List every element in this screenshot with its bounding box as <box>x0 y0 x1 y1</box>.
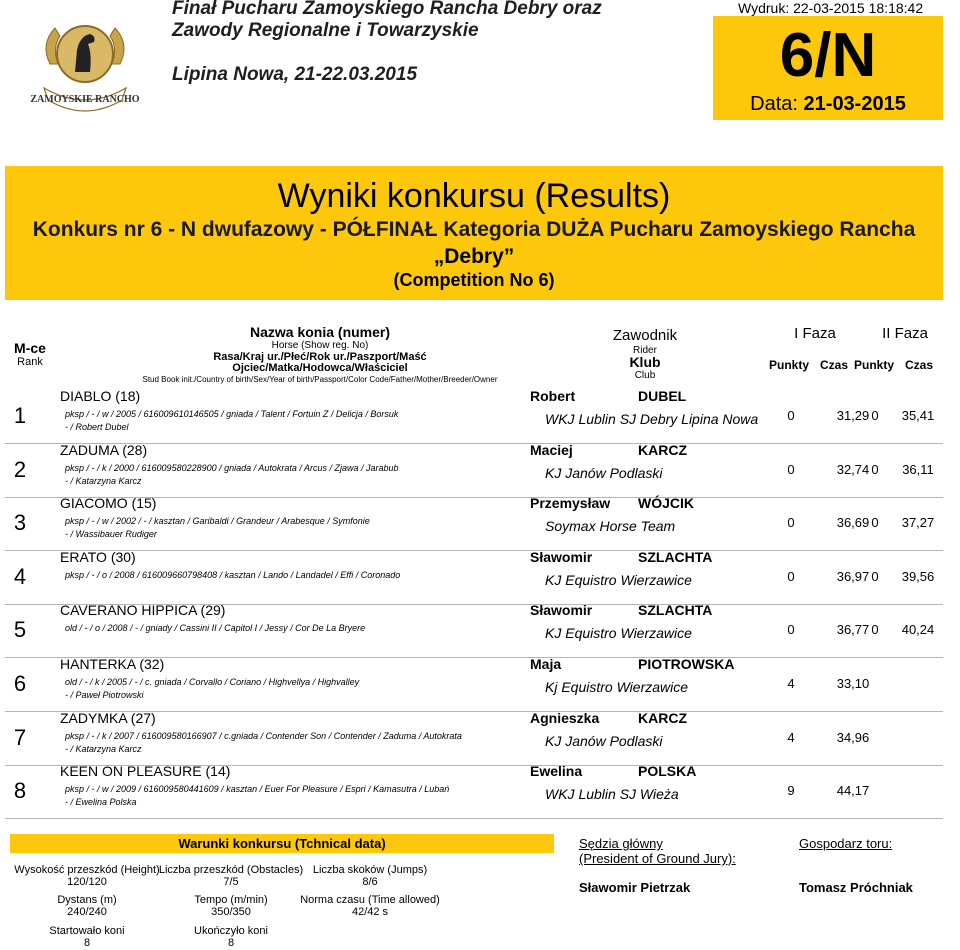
judge-label: Sędzia główny <box>579 836 663 851</box>
phase2-time: 35,41 <box>901 408 935 423</box>
phase2-time: 39,56 <box>901 569 935 584</box>
phase2-time: 36,11 <box>902 462 934 477</box>
horse-owner: - / Ewelina Polska <box>65 797 137 807</box>
rider-last-name: PIOTROWSKA <box>638 656 735 672</box>
phase2-points: 0 <box>871 622 879 637</box>
horse-details <box>65 783 449 809</box>
horse-name: ZADUMA (28) <box>60 442 148 458</box>
phase1-time: 32,74 <box>836 462 870 477</box>
rider-first-name: Sławomir <box>530 549 593 565</box>
phase2-points: 0 <box>871 462 879 477</box>
phase1-points: 0 <box>787 515 795 530</box>
horse-info: pksp / - / w / 2002 / - / kasztan / Garibaldi / Grandeur / Arabesque / Symfonie <box>65 516 370 526</box>
rider-last-name: POLSKA <box>638 763 697 779</box>
rider-first-name: Sławomir <box>530 602 593 618</box>
table-row <box>5 764 943 819</box>
horse-info: pksp / - / k / 2000 / 616009580228900 / gniada / Autokrata / Arcus / Zjawa / Jarabub <box>65 463 399 473</box>
horse-info: pksp / - / w / 2005 / 616009610146505 / gniada / Talent / Fortuin Z / Delicja / Borsuk <box>65 409 399 419</box>
horse-owner: - / Robert Dubel <box>65 422 129 432</box>
rank-cell: 1 <box>13 403 27 428</box>
phase1-time: 44,17 <box>836 783 870 798</box>
rider-first-name: Robert <box>530 388 576 404</box>
header-rider-en: Rider <box>633 345 657 356</box>
rank-cell: 8 <box>13 778 27 803</box>
horse-details <box>65 622 365 635</box>
table-row <box>5 496 943 551</box>
rider-last-name: KARCZ <box>638 442 687 458</box>
tech-distance-label: Dystans (m) <box>57 894 117 906</box>
event-name-line1: Finał Pucharu Zamoyskiego Rancha Debry oraz <box>172 0 602 19</box>
club-name: KJ Equistro Wierzawice <box>545 572 692 588</box>
table-row <box>5 550 943 605</box>
header-horse-pl: Nazwa konia (numer) <box>249 324 391 340</box>
header-horse-info-pl: Rasa/Kraj ur./Płeć/Rok ur./Paszport/Maść <box>213 351 427 363</box>
rider-last-name: SZLACHTA <box>638 602 713 618</box>
phase2-time: 37,27 <box>901 515 935 530</box>
phase1-points: 0 <box>787 462 795 477</box>
phase1-time: 33,10 <box>836 676 870 691</box>
rank-cell: 3 <box>13 510 27 535</box>
horse-details <box>65 730 462 756</box>
rider-first-name: Agnieszka <box>530 710 600 726</box>
phase1-points: 0 <box>787 408 795 423</box>
header-rank-en: Rank <box>17 356 43 368</box>
rider-last-name: KARCZ <box>638 710 687 726</box>
tech-height-label: Wysokość przeszkód (Height) <box>14 864 160 876</box>
horse-details <box>65 676 359 702</box>
tech-started-label: Startowało koni <box>49 925 125 937</box>
competition-number: (Competition No 6) <box>393 270 555 290</box>
rider-first-name: Maciej <box>530 442 573 458</box>
header-points-2: Punkty <box>853 358 894 372</box>
phase2-points: 0 <box>871 408 879 423</box>
tech-jumps-value: 8/6 <box>362 876 378 888</box>
phase1-time: 36,97 <box>836 569 870 584</box>
table-row <box>5 603 943 658</box>
horse-owner: - / Katarzyna Karcz <box>65 744 142 754</box>
header-phase2: II Faza <box>882 325 928 342</box>
phase1-points: 0 <box>787 622 795 637</box>
horse-name: ZADYMKA (27) <box>60 710 156 726</box>
club-name: KJ Equistro Wierzawice <box>545 625 692 641</box>
club-name: WKJ Lublin SJ Debry Lipina Nowa <box>545 411 759 427</box>
horse-info: pksp / - / k / 2007 / 616009580166907 / c.gniada / Contender Son / Contender / Zaduma / Autokrata <box>65 731 462 741</box>
rider-first-name: Ewelina <box>530 763 583 779</box>
header-horse-en: Horse (Show reg. No) <box>271 340 369 351</box>
club-name: Kj Equistro Wierzawice <box>545 679 689 695</box>
table-row <box>5 443 943 498</box>
horse-name: HANTERKA (32) <box>60 656 165 672</box>
header-horse-parents-pl: Ojciec/Matka/Hodowca/Właściciel <box>232 362 408 374</box>
tech-finished-value: 8 <box>227 937 235 949</box>
horse-name: DIABLO (18) <box>60 388 141 404</box>
horse-details <box>65 462 399 488</box>
header-points-1: Punkty <box>768 358 809 372</box>
header-time-1: Czas <box>819 358 848 372</box>
phase1-points: 4 <box>787 730 795 745</box>
competition-title: Konkurs nr 6 - N dwufazowy - PÓŁFINAŁ Kategoria DUŻA Pucharu Zamoyskiego Rancha <box>32 218 916 241</box>
header-time-2: Czas <box>904 358 933 372</box>
horse-owner: - / Wassibauer Rudiger <box>65 529 157 539</box>
judge-name: Sławomir Pietrzak <box>579 880 691 895</box>
phase1-time: 34,96 <box>836 730 870 745</box>
tech-obstacles-label: Liczba przeszkód (Obstacles) <box>158 864 304 876</box>
svg-text:ZAMOYSKIE RANCHO: ZAMOYSKIE RANCHO <box>30 94 140 105</box>
club-name: KJ Janów Podlaski <box>545 465 663 481</box>
event-place-dates: Lipina Nowa, 21-22.03.2015 <box>172 64 418 85</box>
tech-jumps-label: Liczba skoków (Jumps) <box>312 864 428 876</box>
event-logo <box>30 14 140 114</box>
judge-label-en: (President of Ground Jury): <box>579 851 736 866</box>
date-value: 21-03-2015 <box>803 93 906 115</box>
horse-info: pksp / - / w / 2009 / 616009580441609 / kasztan / Euer For Pleasure / Espri / Kamasutra / Lubań <box>65 784 450 794</box>
date-label: Data: <box>750 93 798 115</box>
tech-time-allowed-label: Norma czasu (Time allowed) <box>300 894 440 906</box>
tech-tempo-label: Tempo (m/min) <box>194 894 268 906</box>
horse-details <box>65 515 370 541</box>
host-label: Gospodarz toru: <box>799 836 893 851</box>
table-row <box>5 389 943 444</box>
club-name: KJ Janów Podlaski <box>545 733 663 749</box>
competition-date <box>713 92 943 116</box>
horse-details <box>65 569 400 582</box>
tech-data-title: Warunki konkursu (Tchnical data) <box>10 834 554 853</box>
rank-cell: 4 <box>13 564 27 589</box>
horse-name: KEEN ON PLEASURE (14) <box>60 763 231 779</box>
rank-cell: 6 <box>13 671 27 696</box>
tech-tempo-value: 350/350 <box>211 906 251 918</box>
phase1-time: 36,69 <box>836 515 870 530</box>
horse-info: pksp / - / o / 2008 / 616009660798408 / kasztan / Lando / Landadel / Effi / Coronado <box>65 570 401 580</box>
tech-started-value: 8 <box>83 937 91 949</box>
rider-last-name: DUBEL <box>638 388 687 404</box>
horse-info: old / - / k / 2005 / - / c. gniada / Corvallo / Coriano / Highvellya / Highvalley <box>65 677 360 687</box>
phase1-points: 9 <box>787 783 795 798</box>
host-name: Tomasz Próchniak <box>799 880 913 895</box>
horse-name: GIACOMO (15) <box>60 495 157 511</box>
header-rider-pl: Zawodnik <box>612 327 678 344</box>
competition-title-cont: „Debry” <box>433 245 515 268</box>
table-row <box>5 711 943 766</box>
phase1-time: 36,77 <box>836 622 870 637</box>
print-timestamp: Wydruk: 22-03-2015 18:18:42 <box>738 0 924 16</box>
club-name: Soymax Horse Team <box>545 518 676 534</box>
rank-cell: 2 <box>13 457 27 482</box>
header-phase1: I Faza <box>794 325 836 342</box>
tech-finished-label: Ukończyło koni <box>194 925 268 937</box>
phase2-points: 0 <box>871 569 879 584</box>
tech-height-value: 120/120 <box>67 876 107 888</box>
tech-obstacles-value: 7/5 <box>223 876 239 888</box>
rider-last-name: SZLACHTA <box>638 549 713 565</box>
rider-last-name: WÓJCIK <box>638 495 694 511</box>
table-row <box>5 657 943 712</box>
rider-first-name: Przemysław <box>530 495 611 511</box>
header-club-pl: Klub <box>629 354 661 370</box>
horse-owner: - / Paweł Piotrowski <box>65 690 144 700</box>
horse-name: CAVERANO HIPPICA (29) <box>60 602 226 618</box>
phase2-time: 40,24 <box>901 622 935 637</box>
horse-name: ERATO (30) <box>60 549 136 565</box>
club-name: WKJ Lublin SJ Wieża <box>545 786 679 802</box>
header-horse-info-en: Stud Book init./Country of birth/Sex/Year of birth/Passport/Color Code/Father/Mother/Breeder/Owner <box>142 375 498 384</box>
phase1-points: 0 <box>787 569 795 584</box>
phase1-points: 4 <box>787 676 795 691</box>
horse-details <box>65 408 398 434</box>
horse-info: old / - / o / 2008 / - / gniady / Cassini II / Capitol I / Jessy / Cor De La Bryere <box>65 623 366 633</box>
phase1-time: 31,29 <box>836 408 870 423</box>
rank-cell: 7 <box>13 725 27 750</box>
rank-cell: 5 <box>13 617 27 642</box>
rider-first-name: Maja <box>530 656 562 672</box>
header-club-en: Club <box>634 370 656 381</box>
competition-code: 6/N <box>779 21 877 90</box>
horse-owner: - / Katarzyna Karcz <box>65 476 142 486</box>
tech-time-allowed-value: 42/42 s <box>351 906 389 918</box>
event-name-line2: Zawody Regionalne i Towarzyskie <box>172 20 479 41</box>
page-title: Wyniki konkursu (Results) <box>277 177 671 215</box>
header-rank-pl: M-ce <box>14 340 46 356</box>
tech-distance-value: 240/240 <box>67 906 107 918</box>
phase2-points: 0 <box>871 515 879 530</box>
